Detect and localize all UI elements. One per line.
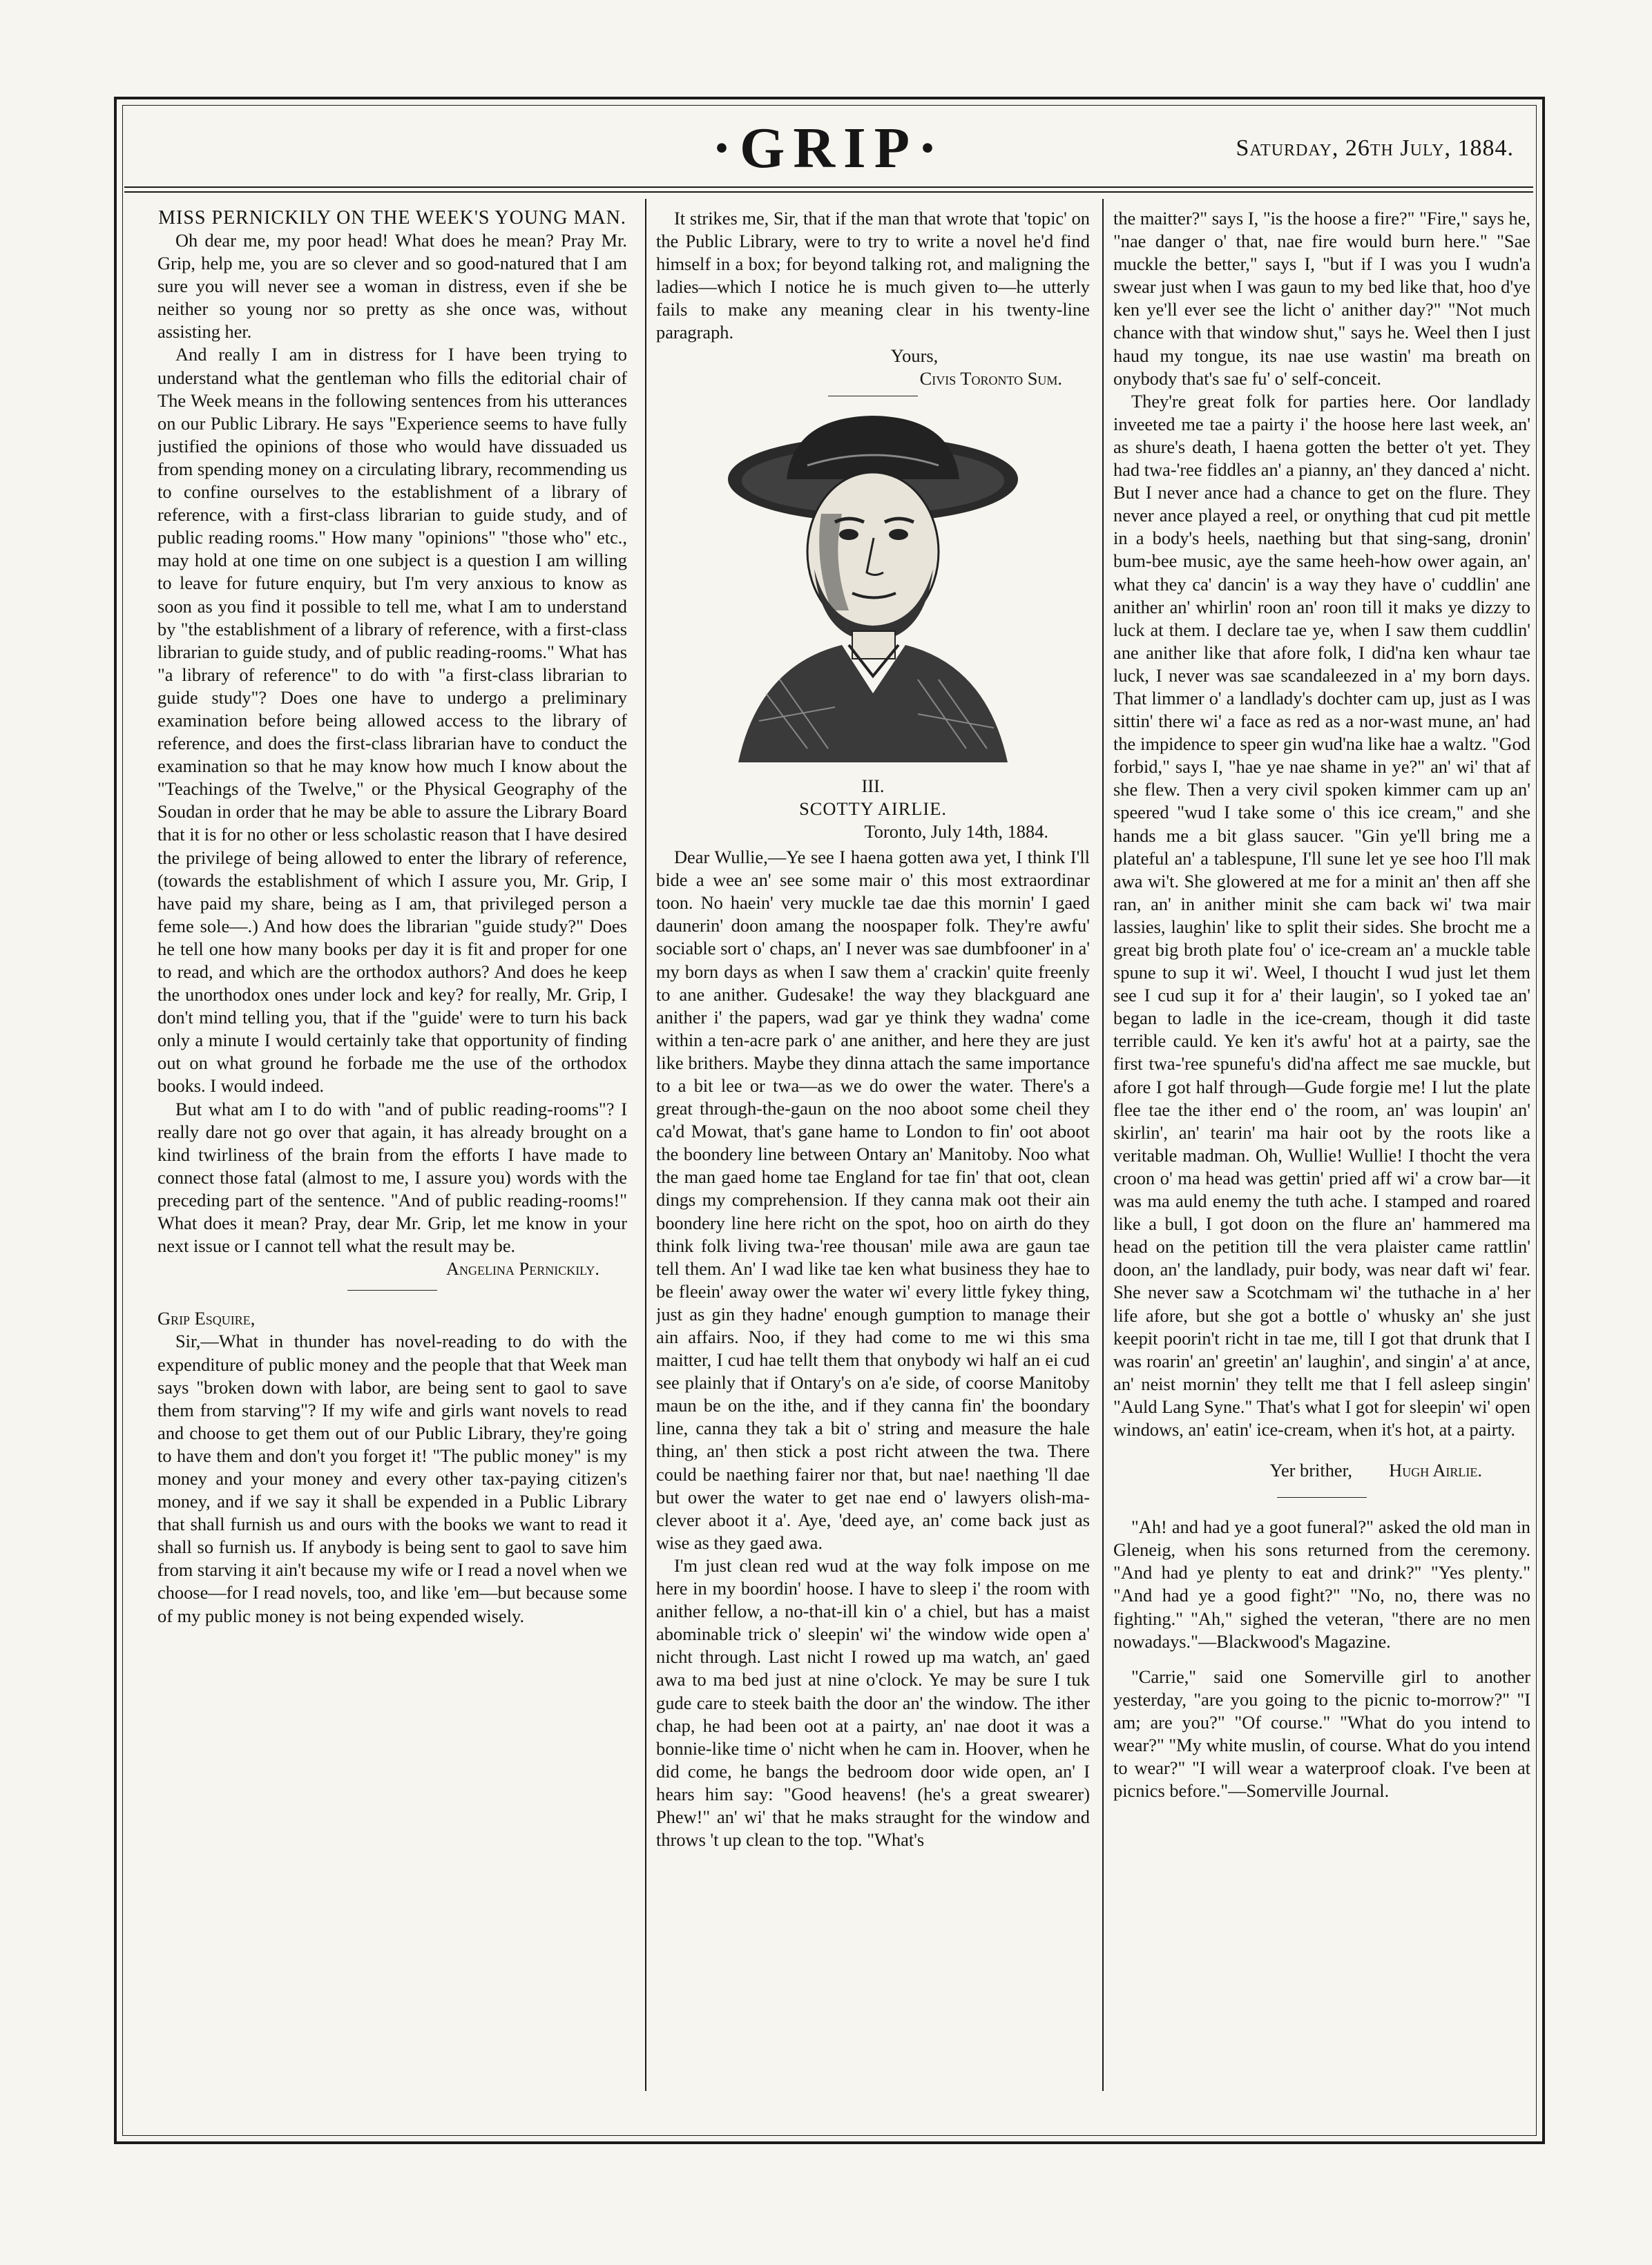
article-paragraph: But what am I to do with "and of public reading-rooms"? I really dare not go over that again, it has already brought on a kind twirliness of the brain from the efforts I have made to connect those fatal (almost to me, I assure you) words with the preceding part of the sentence. "And of public reading-rooms!" What does it mean? Pray, dear Mr. Grip, let me know in your next issue or I cannot tell what the result may be. bbox=[157, 1098, 627, 1257]
letter-body: Sir,—What in thunder has novel-reading to do with the expenditure of public money and the people that that Week man says "broken down with labor, are being sent to gaol to save them from starving"? If my wife and girls want novels to read and choose to get them out of our Public Library, they're going to have them and don't you forget it! "The public money" is my money and your money and every other tax-paying citizen's money, and if we say it shall be expended in a Public Library that shall furnish us and ours with the books we want to read it shall so furnish us. If anybody is being sent to gaol to save him from starving it ain't because my wife or I read a novel when we choose—for I read novels, too, and like 'em—but because some of my public money is not being expended wisely. bbox=[157, 1331, 627, 1626]
section-rule bbox=[347, 1290, 437, 1291]
scotty-airlie-portrait bbox=[711, 403, 1035, 762]
article-heading: MISS PERNICKILY ON THE WEEK'S YOUNG MAN. bbox=[158, 207, 626, 229]
letter-continuation: It strikes me, Sir, that if the man that wrote that 'topic' on the Public Library, were to try to write a novel he'd find himself in a box; for beyond talking rot, and maligning the ladies—which I notice he is much given to—he utterly fails to make any meaning clear in his twenty-line paragraph. bbox=[656, 208, 1090, 343]
masthead-rule-2 bbox=[124, 191, 1533, 193]
letter-paragraph: Dear Wullie,—Ye see I haena gotten awa yet, I think I'll bide a wee an' see some mair o' this most extraordinar toon. No haein' very muckle tae dae this mornin' I gaed daunerin' doon amang the noospaper folk. They're awfu' sociable sort o' chaps, an' I never was sae dumbfooner' in a' my born days as when I saw them a' crackin' quite freenly to ane anither. Gudesake! the way they blackguard ane anither i' the papers, wad gar ye think they wadna' come within a ten-acre park o' ane anither, and here they are just like brithers. Maybe they dinna attach the same importance to a bit lee or twa—as we do ower the water. There's a great through-the-gaun on the noo aboot some cheil they ca'd Mowat, that's gane hame to London to fin' oot aboot the boondery line between Ontary an' Manitoby. Noo what the man gaed home tae England for tae fin' that oot, clean dings my comprehension. If they canna mak oot their ain boondery line here richt on the spot, hoo on airth do they think folk living twa-'ree thousan' mile awa are gaun tae tell them. An' I wad like tae ken what business they hae to be fleein' away ower the water wi' every little fykey thing, just as gin they hadne' enough gumption to manage their ain affairs. Noo, if they had come to me wi this sma maitter, I cud hae tellt them that onybody wi half an ei cud see plainly that if Ontary's on a'e side, of coorse Manitoby maun be on the ithe, and if they canna fin' the boondary line, canna they tak a bit o' string and measure the hale thing, an' then stick a post richt atween the twa. There could be naething fairer nor that, but nae! naething 'll dae but ower the water to get nae end o' lawyers olish-ma-clever aboot it a'. Aye, 'deed aye, an' come back just as wise as they gaed awa. bbox=[656, 847, 1090, 1553]
signoff-name: Hugh Airlie. bbox=[1389, 1460, 1482, 1481]
letter-signoff bbox=[1113, 1459, 1530, 1482]
column-divider bbox=[1102, 199, 1104, 2091]
letter-paragraph: They're great folk for parties here. Oor landlady inveeted me tae a pairty i' the hoose here last week, an' as shure's death, I haena gotten the better o't yet. They had twa-'ree fiddles an' a pianny, an' they danced a' nicht. But I never ance had a chance to get on the flure. They never ance played a reel, or onything that cud pit mettle in a body's heels, naething but that sing-sang, dronin' bum-bee music, aye the same heeh-how ower again, an' what they ca' dancin' is a way they have o' cuddlin' ane anither an' whirlin' roon an' roon till it maks ye dizzy to luck at them. I declare tae ye, when I saw them cuddlin' ane anither like that afore folk, I did'na ken whaur tae luck, I never was sae scandaleezed in a' my born days. That limmer o' a landlady's dochter cam up, just as I was sittin' there wi' a face as red as a nor-wast mune, an' had the impidence to speer gin wud'na like hae a waltz. "God forbid," says I, "hae ye nae shame in ye?" an' wi' that af she flew. Then a very civil spoken kimmer cam up an' speered "wud I take some o' this ice cream," and she hands me a bit glass saucer. "Gin ye'll bring me a plateful an' a tablespune, I'll sune let ye see hoo I'll mak awa wi't. She glowered at me for a minit an' then aff she ran, an' in anither minit she cam back wi' twa mair lassies, laughin' like to split their sides. She brocht me a great big broth plate fou' o' ice-cream an' a muckle table spune to sup it wi'. Weel, I thoucht I wud just let them see I cud sup it for a' their laugin', so I yoked tae an' began to ladle in the ice-cream, though it did taste terrible cauld. Ye ken it's awfu' hot at a pairty, sae the first twa-'ree spunefu's did'na affect me sae muckle, but afore I got half through—Gude forgie me! I lut the plate flee tae the ither end o' the room, an' was loupin' an' skirlin', an' tearin' ma hair oot by the roots like a veritable madman. Oh, Wullie! Wullie! I thocht the vera croon o' ma head was gettin' pried aff wi' a crow bar—it was ma auld enemy the tuth ache. I stamped and roared like a bull, I got doon on the flure an' hammered ma head on the petition till the vera plaister came rattlin' doon, an' the landlady, puir body, was near daft wi' fear. She never saw a Scotchmam wi' the tuthache in a' her life afore, but she got a bottle o' whusky an' she just keepit poorin't richt in tae me, till I got that drunk that I was roarin' an' greetin' an' laughin', and singin' a' at ance, an' neist mornin' they tellt me that I fell asleep singin' "Auld Lang Syne." That's what I got for sleepin' wi' open windows, an' eatin' ice-cream, when it's hot, at a pairty. bbox=[1113, 390, 1530, 1440]
article-heading: SCOTTY AIRLIE. bbox=[799, 798, 947, 819]
masthead-rule bbox=[124, 186, 1533, 188]
masthead bbox=[124, 104, 1533, 180]
column-1 bbox=[157, 207, 627, 2085]
letter-paragraph: I'm just clean red wud at the way folk impose on me here in my boordin' hoose. I have to sleep i' the room with anither fellow, a no-that-ill kin o' a chiel, but has a maist abominable trick o' sleepin' wi' the window wide open a' nicht through. Last nicht I rowed up ma watch, an' gaed awa to ma bed just at nine o'clock. Ye may be sure I tuk gude care to steek baith the door an' the window. The ither chap, he had been oot at a pairty, an' nae doot it was a bonnie-like time o' nicht when he cam in. Hoover, when he did come, he bangs the bedroom door wide open, an' I hears him say: "Good heavens! (he's a great swearer) Phew!" an' wi' that he maks straught for the window and throws 't up clean to the top. "What's bbox=[656, 1554, 1090, 1851]
anecdote: "Ah! and had ye a goot funeral?" asked the old man in Gleneig, when his sons returned from the ceremony. "And had ye plenty to eat and drink?" "Yes plenty." "And had ye a good fight?" "No, no, there was no fighting." "Ah," sighed the veteran, "there are no men nowadays."—Blackwood's Magazine. bbox=[1113, 1516, 1530, 1652]
letter-paragraph: the maitter?" says I, "is the hoose a fire?" "Fire," says he, "nae danger o' that, nae fire would burn here." "Sae muckle the better," says I, "but if I was you I wudn'a swear just when I was gaun to my bed like that, hoo d'ye ken ye'll ever see the licht o' anither day?" "Not much chance with that window shut," says he. Weel then I just haud my tongue, its nae use wastin' ma breath on onybody that's sae fu' o' self-conceit. bbox=[1113, 208, 1530, 389]
column-2 bbox=[656, 207, 1090, 2085]
anecdote: "Carrie," said one Somerville girl to another yesterday, "are you going to the picnic to-morrow?" "I am; are you?" "Of course." "What do you intend to wear?" "My white muslin, of course. What do you intend to wear?" "I will wear a waterproof cloak. I've been at picnics before."—Somerville Journal. bbox=[1113, 1666, 1530, 1802]
series-number: III. bbox=[861, 775, 885, 796]
column-3 bbox=[1113, 207, 1530, 2085]
signoff-label: Yer brither, bbox=[1269, 1460, 1352, 1481]
letter-salutation: Grip Esquire, bbox=[157, 1308, 256, 1329]
newspaper-title: ·GRIP· bbox=[711, 116, 946, 180]
letter-dateline: Toronto, July 14th, 1884. bbox=[864, 820, 1048, 842]
article-paragraph: Oh dear me, my poor head! What does he mean? Pray Mr. Grip, help me, you are so clever and so good-natured that I am sure you will never see a woman in distress, even if she be neither so young nor so pretty as she once was, without assisting her. bbox=[157, 230, 627, 343]
letter-closing: Yours, bbox=[890, 345, 939, 366]
letter-signature: Civis Toronto Sum. bbox=[919, 367, 1062, 389]
section-rule bbox=[1277, 1497, 1367, 1498]
article-paragraph: And really I am in distress for I have been trying to understand what the gentleman who fills the editorial chair of The Week means in the following sentences from his utterances on our Public Library. He says "Experience seems to have fully justified the opinions of those who would have dissuaded us from spending money on a circulating library, recommending us to confine ourselves to the establishment of a library of reference, with a first-class librarian to guide study, and of public reading rooms." How many "opinions" "those who" etc., may hold at one time on one subject is a question I am willing to leave for future enquiry, but I'm very anxious to know as soon as you find it possible to tell me, what I am to understand by "the establishment of a library of reference, with a first-class librarian to guide study, and of public reading-rooms." What has "a library of reference" to do with "a first-class librarian to guide study"? Does one have to undergo a preliminary examination before being allowed access to the library of reference, and does the first-class librarian have to conduct the examination so that he may know how much I know about the "Teachings of the Twelve," or the Physical Geography of the Soudan in order that he may be able to assure the Library Board that it is for no other or less scholastic reason that I have desired the privilege of being allowed to enter the library of reference, (towards the establishment of which I assure you, Mr. Grip, I have paid my share, being as I am, that privileged person a feme sole—.) And how does the librarian "guide study?" Does he tell one how many books per day it is fit and proper for one to read, and which are the orthodox authors? And does he keep the unorthodox ones under lock and key? for really, Mr. Grip, I don't mind telling you, that if the "guide' were to turn his back only a minute I would certainly take that opportunity of finding out on what ground he forbade me the use of the orthodox books. I would indeed. bbox=[157, 344, 627, 1097]
article-signature: Angelina Pernickily. bbox=[445, 1258, 599, 1280]
column-divider bbox=[645, 199, 646, 2091]
issue-date: Saturday, 26th July, 1884. bbox=[1236, 135, 1514, 161]
